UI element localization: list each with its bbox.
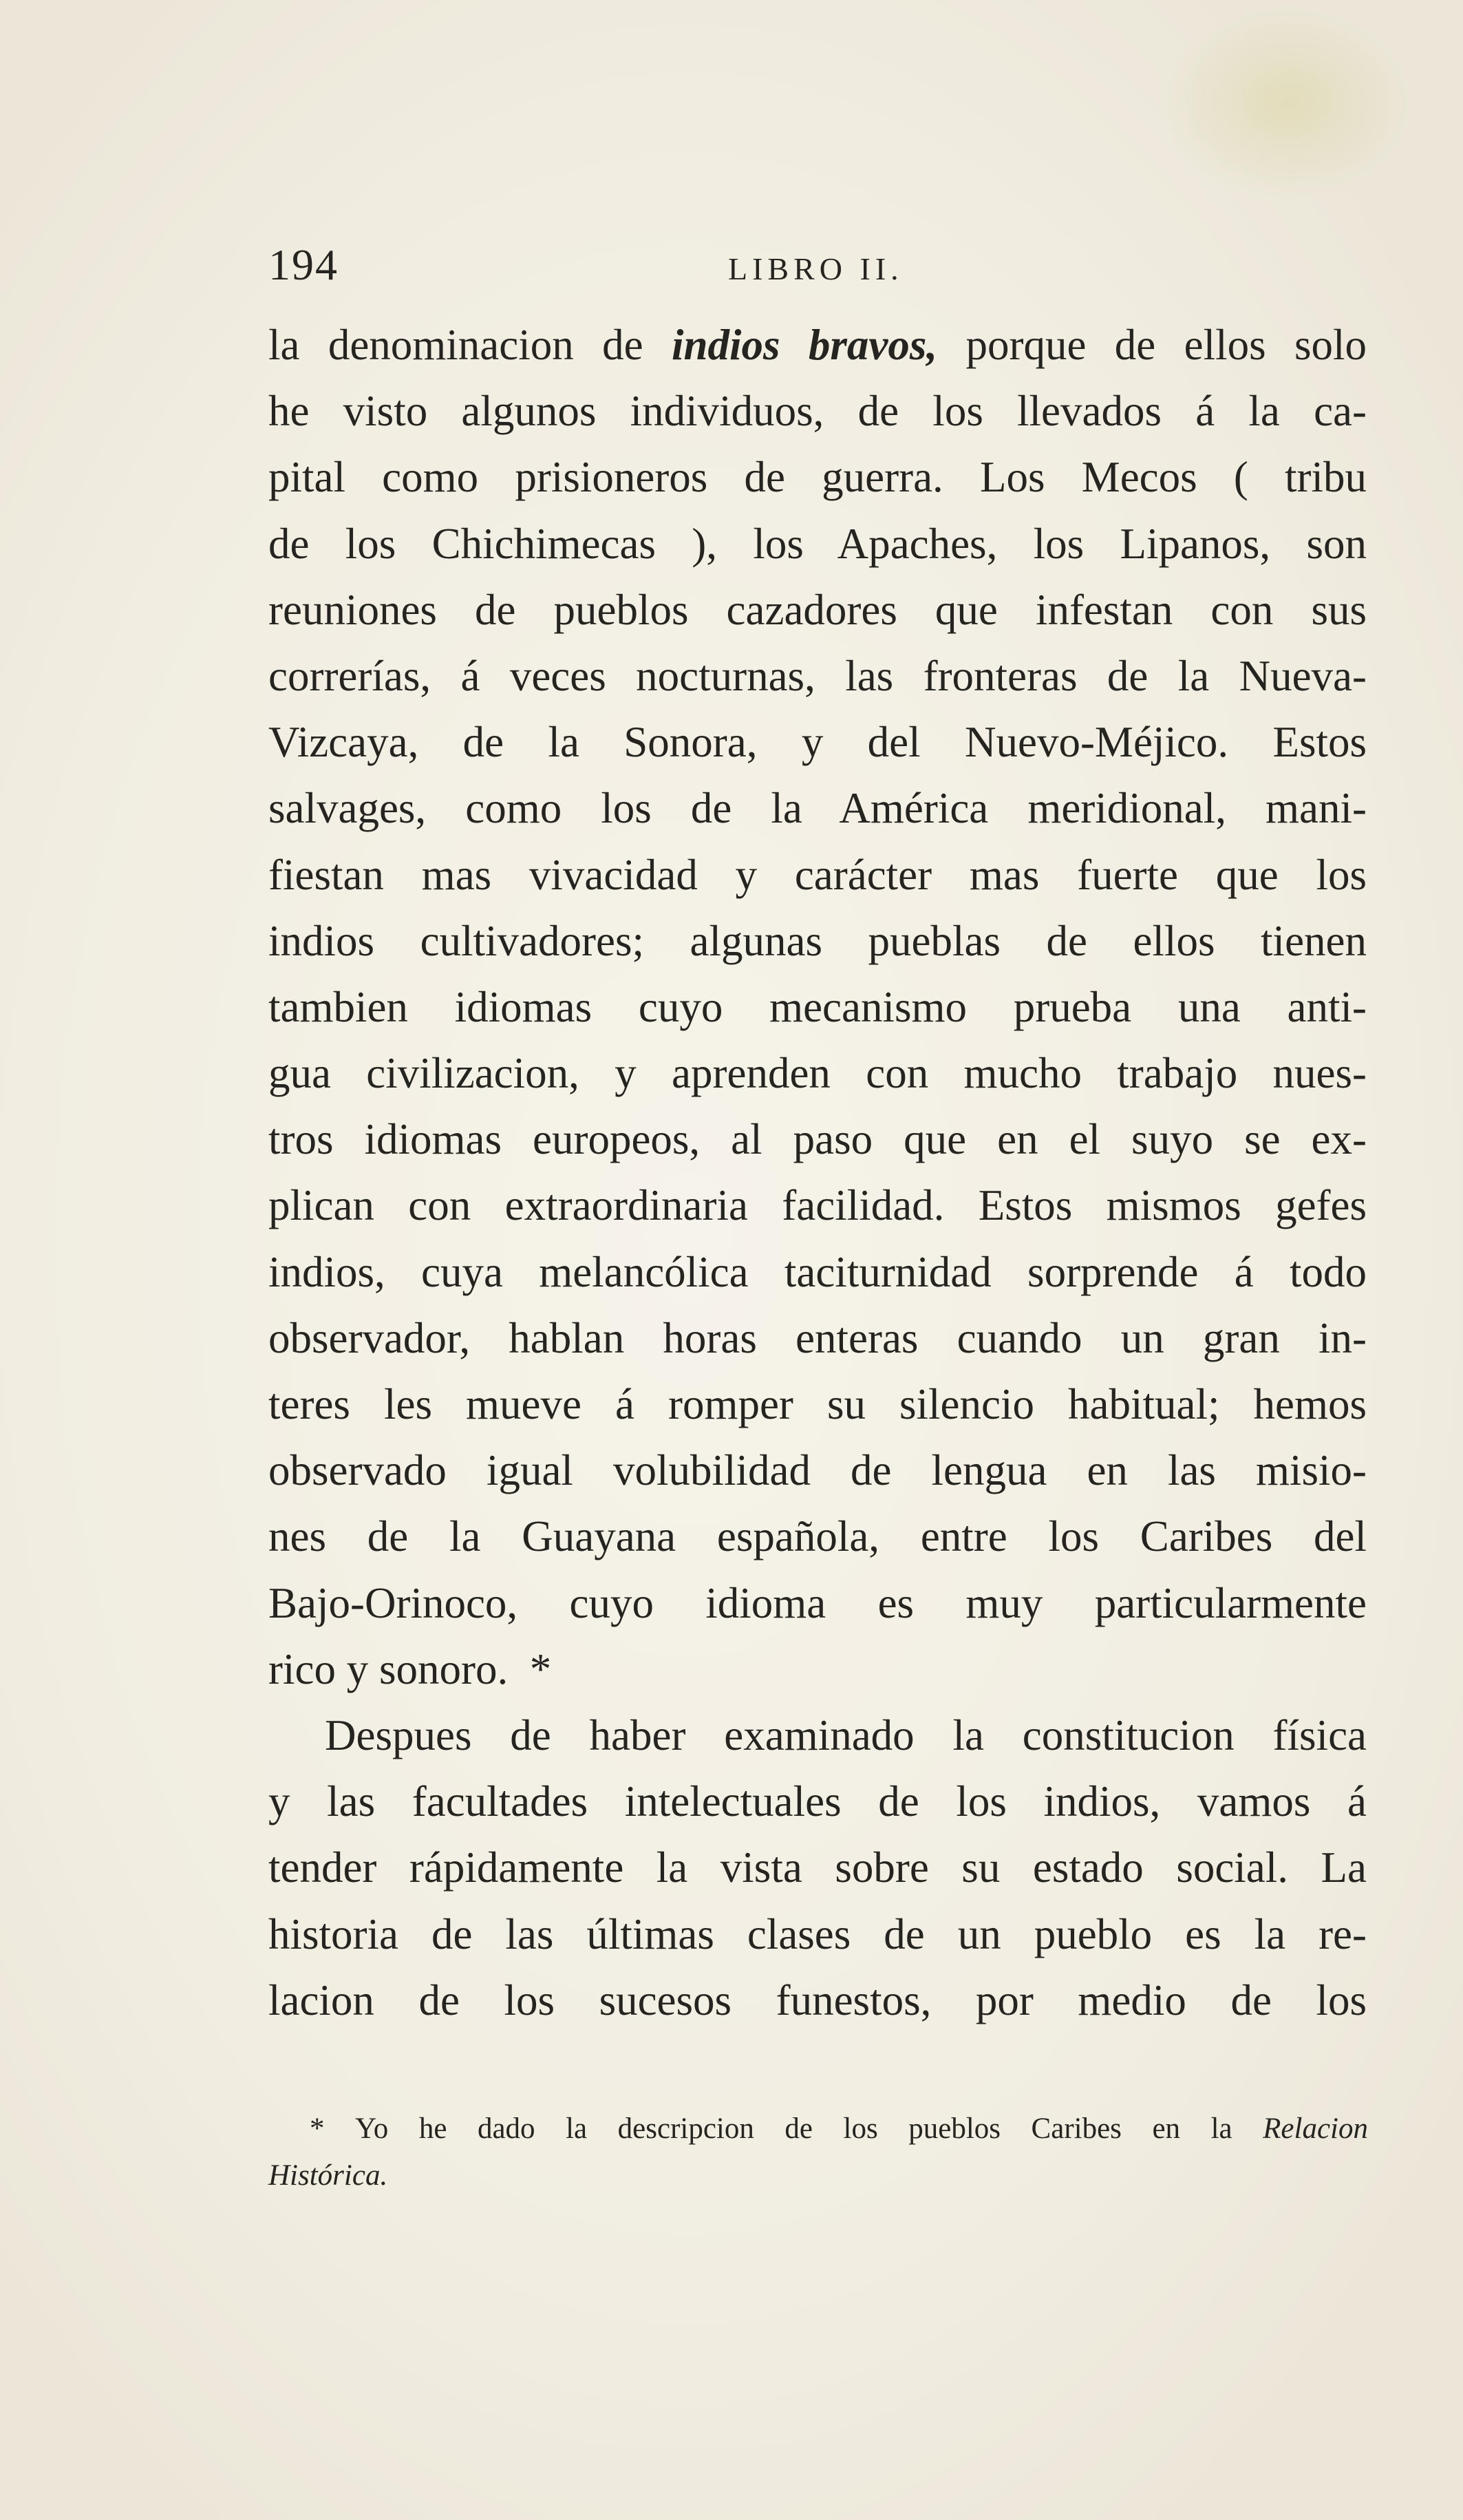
footnote: [268, 2106, 1368, 2199]
text-line: tros idiomas europeos, al paso que en el suyo se ex-: [268, 1115, 1367, 1164]
text-line: he visto algunos individuos, de los llevados á la ca-: [268, 387, 1367, 436]
footnote-italic: Histórica.: [268, 2159, 388, 2192]
text-line: gua civilizacion, y aprenden con mucho trabajo nues-: [268, 1049, 1367, 1098]
footnote-line: [310, 2106, 1368, 2152]
text-line: de los Chichimecas ), los Apaches, los Lipanos, son: [268, 519, 1367, 568]
text-fragment: rico y sonoro.: [268, 1644, 509, 1693]
text-line: y las facultades intelectuales de los indios, vamos á: [268, 1777, 1367, 1826]
text-line: tender rápidamente la vista sobre su estado social. La: [268, 1843, 1367, 1892]
text-line: observador, hablan horas enteras cuando un gran in-: [268, 1313, 1367, 1362]
footnote-italic: Relacion: [1263, 2113, 1368, 2145]
footnote-reference[interactable]: *: [529, 1644, 552, 1693]
running-head: LIBRO II.: [728, 251, 904, 286]
text-line: reuniones de pueblos cazadores que infestan con sus: [268, 585, 1367, 634]
text-line: [268, 312, 1367, 378]
text-line: fiestan mas vivacidad y carácter mas fuerte que los: [268, 850, 1367, 899]
footnote-line: [268, 2152, 1368, 2199]
text-line: observado igual volubilidad de lengua en las misio-: [268, 1446, 1367, 1495]
text-line: indios, cuya melancólica taciturnidad sorprende á todo: [268, 1247, 1367, 1296]
italic-term: indios bravos,: [671, 321, 938, 369]
text-fragment: la denominacion de: [268, 321, 672, 369]
text-line: Bajo-Orinoco, cuyo idioma es muy particularmente: [268, 1578, 1367, 1627]
text-line: tambien idiomas cuyo mecanismo prueba una anti-: [268, 982, 1367, 1031]
text-line: correrías, á veces nocturnas, las fronteras de la Nueva-: [268, 651, 1367, 700]
text-line: historia de las últimas clases de un pueblo es la re-: [268, 1909, 1367, 1958]
text-line: salvages, como los de la América meridional, mani-: [268, 784, 1367, 833]
text-line: Vizcaya, de la Sonora, y del Nuevo-Méjico. Estos: [268, 718, 1367, 767]
text-line: teres les mueve á romper su silencio habitual; hemos: [268, 1380, 1367, 1428]
page-header: [268, 234, 1369, 296]
footnote-text: Yo he dado la descripcion de los pueblos Caribes en la: [355, 2113, 1263, 2145]
text-line: lacion de los sucesos funestos, por medio de los: [268, 1976, 1367, 2024]
page-number: 194: [268, 240, 339, 289]
text-line: [268, 1636, 1367, 1702]
text-line: plican con extraordinaria facilidad. Estos mismos gefes: [268, 1181, 1367, 1230]
footnote-marker: *: [310, 2113, 325, 2145]
text-line: pital como prisioneros de guerra. Los Mecos ( tribu: [268, 453, 1367, 502]
text-line: nes de la Guayana española, entre los Caribes del: [268, 1512, 1367, 1561]
text-fragment: porque de ellos solo: [937, 321, 1367, 369]
text-line: indios cultivadores; algunas pueblas de ellos tienen: [268, 916, 1367, 965]
main-text: [268, 312, 1367, 2033]
paragraph-start-line: Despues de haber examinado la constitucion física: [325, 1711, 1367, 1759]
